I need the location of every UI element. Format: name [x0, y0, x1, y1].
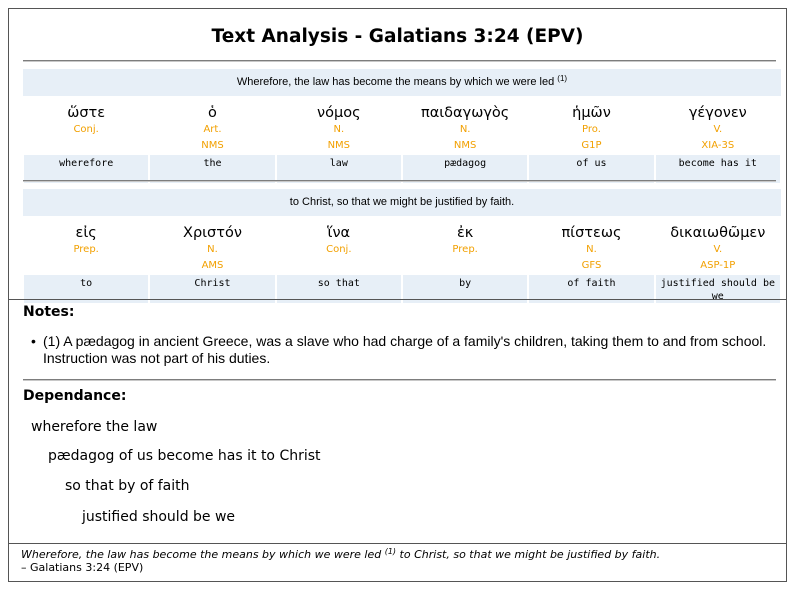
greek-word: νόμος: [317, 105, 361, 121]
verse-block-2: [23, 189, 781, 303]
parsing: [23, 242, 149, 273]
parsing: [149, 122, 275, 153]
part-of-speech: Art.: [203, 124, 222, 135]
word-cell: [149, 216, 275, 303]
verse-quote: [21, 548, 786, 561]
greek-word: ὥστε: [67, 105, 106, 121]
part-of-speech: Prep.: [73, 244, 99, 255]
dependance-heading: Dependance:: [23, 388, 127, 404]
word-cell: [23, 96, 149, 183]
part-of-speech: V.: [713, 124, 723, 135]
parsing: [528, 122, 654, 153]
word-cell: [402, 96, 528, 183]
word-cell: [655, 216, 781, 303]
gloss: of faith: [529, 275, 653, 303]
divider: [23, 379, 776, 381]
part-of-speech: Conj.: [73, 124, 99, 135]
greek-word: Χριστόν: [183, 225, 242, 241]
greek-word: πίστεως: [561, 225, 622, 241]
greek-word: ἡμῶν: [572, 105, 611, 121]
word-cell: [149, 96, 275, 183]
gloss: pædagog: [403, 155, 527, 183]
dependance-line: wherefore the law: [31, 419, 158, 435]
part-of-speech: V.: [713, 244, 723, 255]
dependance-line: justified should be we: [82, 509, 236, 525]
english-text: to Christ, so that we might be justified by faith.: [289, 196, 515, 208]
word-row: [23, 216, 781, 303]
gloss: become has it: [656, 155, 780, 183]
parsing: [655, 122, 781, 153]
parsing: [655, 242, 781, 273]
word-cell: [276, 216, 402, 303]
parsing: [276, 122, 402, 153]
parsing: [402, 122, 528, 153]
word-cell: [276, 96, 402, 183]
divider: [23, 60, 776, 62]
footnote-marker: (1): [384, 547, 397, 556]
verse-footer: [8, 543, 787, 582]
morphology: NMS: [453, 139, 477, 151]
gloss: justified should be we: [656, 275, 780, 303]
gloss: to: [24, 275, 148, 303]
verse-reference: – Galatians 3:24 (EPV): [21, 561, 144, 574]
word-cell: [23, 216, 149, 303]
parsing: [276, 242, 402, 273]
word-cell: [402, 216, 528, 303]
gloss: so that: [277, 275, 401, 303]
footnote-marker: (1): [557, 74, 568, 83]
greek-word: ἐκ: [456, 225, 474, 241]
part-of-speech: N.: [586, 244, 597, 255]
page-title: Text Analysis - Galatians 3:24 (EPV): [211, 26, 584, 47]
part-of-speech: N.: [333, 124, 345, 135]
word-cell: [528, 216, 654, 303]
notes-heading: Notes:: [23, 304, 75, 320]
greek-word: ὁ: [208, 105, 217, 121]
gloss: of us: [529, 155, 653, 183]
part-of-speech: Prep.: [452, 244, 478, 255]
english-text: Wherefore, the law has become the means by which we were led: [236, 76, 555, 88]
quote-text: to Christ, so that we might be justified by faith.: [399, 548, 661, 561]
morphology: AMS: [201, 259, 224, 271]
notes-panel: [8, 299, 787, 544]
notes-list: [31, 333, 783, 367]
morphology: XIA-3S: [701, 139, 735, 151]
part-of-speech: Pro.: [582, 124, 601, 135]
gloss: law: [277, 155, 401, 183]
word-cell: [528, 96, 654, 183]
word-cell: [655, 96, 781, 183]
english-line: [23, 189, 781, 216]
verse-block-1: [23, 69, 781, 183]
quote-text: Wherefore, the law has become the means by which we were led: [21, 548, 382, 561]
bullet-icon: •: [31, 333, 36, 349]
gloss: wherefore: [24, 155, 148, 183]
parsing: [528, 242, 654, 273]
dependance-line: pædagog of us become has it to Christ: [48, 448, 321, 464]
gloss: by: [403, 275, 527, 303]
parsing: [23, 122, 149, 153]
greek-word: δικαιωθῶμεν: [670, 225, 766, 241]
part-of-speech: N.: [207, 244, 218, 255]
greek-word: γέγονεν: [688, 105, 747, 121]
greek-word: ἵνα: [327, 225, 351, 241]
parsing: [149, 242, 275, 273]
part-of-speech: N.: [459, 124, 471, 135]
note-item: [31, 333, 783, 367]
greek-word: παιδαγωγὸς: [420, 105, 510, 121]
morphology: GFS: [581, 259, 602, 271]
english-line: [23, 69, 781, 96]
text-analysis-panel: [8, 8, 787, 300]
dependance-line: so that by of faith: [65, 478, 190, 494]
word-row: [23, 96, 781, 183]
morphology: NMS: [327, 139, 351, 151]
morphology: NMS: [201, 139, 224, 151]
morphology: G1P: [581, 139, 602, 151]
morphology: ASP-1P: [700, 259, 736, 271]
note-text: (1) A pædagog in ancient Greece, was a slave who had charge of a family's children, taking them to and from school. Instruction was not part of his duties.: [43, 333, 767, 366]
part-of-speech: Conj.: [326, 244, 352, 255]
gloss: Christ: [150, 275, 274, 303]
divider: [23, 180, 776, 182]
parsing: [402, 242, 528, 273]
gloss: the: [150, 155, 274, 183]
greek-word: εἰς: [75, 225, 97, 241]
